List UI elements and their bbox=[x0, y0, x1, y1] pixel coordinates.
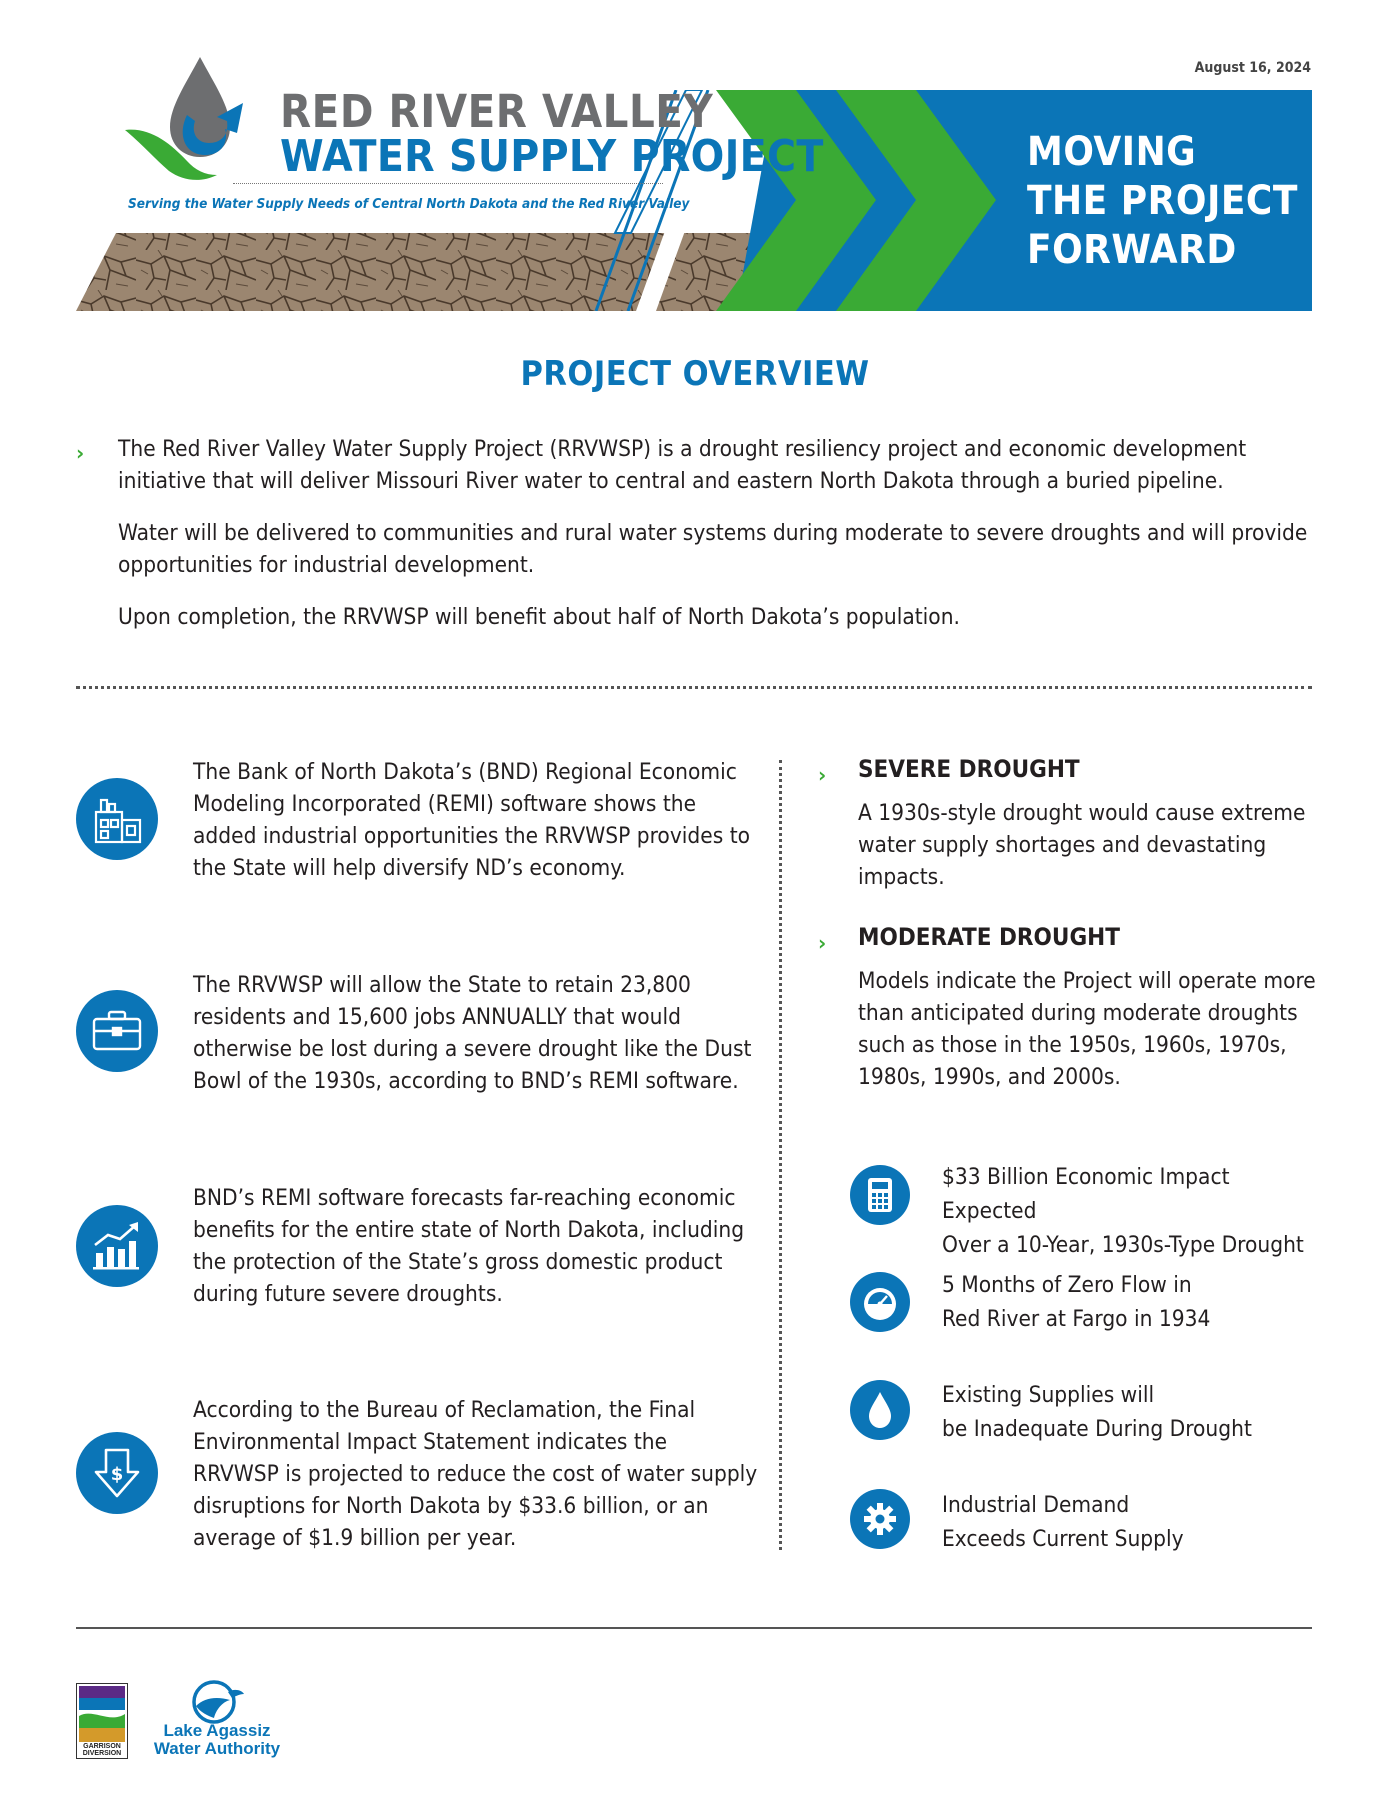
stat-line: Existing Supplies will bbox=[942, 1382, 1155, 1408]
factory-icon bbox=[76, 778, 158, 860]
dollar-down-arrow-icon bbox=[76, 1432, 158, 1514]
stat-zero-flow bbox=[942, 1268, 1322, 1336]
svg-text:$: $ bbox=[110, 1464, 124, 1485]
banner-line-2: THE PROJECT bbox=[1027, 178, 1298, 224]
moderate-drought-text: Models indicate the Project will operate more than anticipated during moderate droughts such as those in the 1950s, 1960s, 1970s, 1980s, 1990s, and 2000s. bbox=[858, 968, 1316, 1090]
bullet-chevron-icon: › bbox=[76, 441, 85, 465]
bullet-chevron-icon: › bbox=[818, 931, 827, 955]
footer-divider bbox=[76, 1627, 1312, 1629]
stat-existing-supplies bbox=[942, 1378, 1322, 1446]
section-title: PROJECT OVERVIEW bbox=[520, 354, 870, 394]
severe-drought-title: SEVERE DROUGHT bbox=[858, 755, 1080, 783]
gear-icon bbox=[850, 1489, 910, 1549]
logo-title-line-1: RED RIVER VALLEY bbox=[280, 85, 714, 138]
calculator-icon bbox=[850, 1165, 910, 1225]
stat-economic-impact bbox=[942, 1160, 1322, 1262]
garrison-label: GARRISON DIVERSION bbox=[82, 1743, 122, 1757]
overview-paragraph-1: The Red River Valley Water Supply Project (RRVWSP) is a drought resiliency project and economic development initiative that will deliver Missouri River water to central and eastern North Dakota through a buried pipeline. bbox=[118, 436, 1247, 494]
banner-title bbox=[1027, 128, 1298, 275]
lawa-line-2: Water Authority bbox=[153, 1739, 281, 1758]
stat-line: Red River at Fargo in 1934 bbox=[942, 1306, 1211, 1332]
stat-line: Exceeds Current Supply bbox=[942, 1526, 1184, 1552]
stat-line: Industrial Demand bbox=[942, 1492, 1130, 1518]
stat-industrial-demand bbox=[942, 1488, 1322, 1556]
lake-agassiz-name bbox=[147, 1722, 287, 1758]
left-item-4-text: According to the Bureau of Reclamation, the Final Environmental Impact Statement indicates the RRVWSP is projected to reduce the cost of water supply disruptions for North Dakota by $33.6 billion, or an average of $1.9 billion per year. bbox=[193, 1397, 758, 1551]
lawa-line-1: Lake Agassiz bbox=[163, 1721, 271, 1740]
garrison-diversion-logo bbox=[76, 1683, 128, 1759]
left-item-1-text: The Bank of North Dakota’s (BND) Regional Economic Modeling Incorporated (REMI) software shows the added industrial opportunities the RRVWSP provides to the State will help diversify ND’s economy. bbox=[193, 759, 751, 881]
rrvwsp-logo bbox=[125, 55, 824, 230]
bullet-chevron-icon: › bbox=[818, 763, 827, 787]
gauge-icon bbox=[850, 1272, 910, 1332]
moderate-drought-title: MODERATE DROUGHT bbox=[858, 923, 1120, 951]
logo-tagline: Serving the Water Supply Needs of Central North Dakota and the Red River Valley bbox=[128, 196, 690, 212]
column-divider bbox=[779, 760, 782, 1550]
banner-line-3: FORWARD bbox=[1027, 227, 1237, 273]
overview-paragraph-2: Water will be delivered to communities and rural water systems during moderate to severe droughts and will provide opportunities for industrial development. bbox=[118, 520, 1308, 578]
publication-date: August 16, 2024 bbox=[1194, 60, 1311, 76]
briefcase-icon bbox=[76, 990, 158, 1072]
stat-line: 5 Months of Zero Flow in bbox=[942, 1272, 1192, 1298]
garrison-emblem-icon bbox=[77, 1684, 127, 1746]
water-drop-icon bbox=[850, 1380, 910, 1440]
stat-line: $33 Billion Economic Impact Expected bbox=[942, 1164, 1230, 1224]
stat-line: Over a 10-Year, 1930s-Type Drought bbox=[942, 1232, 1304, 1258]
logo-title-line-2: WATER SUPPLY PROJECT bbox=[280, 131, 824, 182]
stat-line: be Inadequate During Drought bbox=[942, 1416, 1252, 1442]
banner-line-1: MOVING bbox=[1027, 129, 1197, 175]
growth-chart-icon bbox=[76, 1205, 158, 1287]
overview-paragraph-3: Upon completion, the RRVWSP will benefit about half of North Dakota’s population. bbox=[118, 604, 960, 630]
logo-divider bbox=[233, 183, 663, 184]
left-item-2-text: The RRVWSP will allow the State to retain 23,800 residents and 15,600 jobs ANNUALLY that would otherwise be lost during a severe drought like the Dust Bowl of the 1930s, according to BND’s REMI software. bbox=[193, 972, 752, 1094]
water-drop-arrow-logo-icon bbox=[125, 55, 253, 183]
left-item-3-text: BND’s REMI software forecasts far-reaching economic benefits for the entire state of North Dakota, including the protection of the State’s gross domestic product during future severe droughts. bbox=[193, 1185, 745, 1307]
section-divider bbox=[76, 686, 1312, 689]
severe-drought-text: A 1930s-style drought would cause extreme water supply shortages and devastating impacts. bbox=[858, 800, 1306, 890]
